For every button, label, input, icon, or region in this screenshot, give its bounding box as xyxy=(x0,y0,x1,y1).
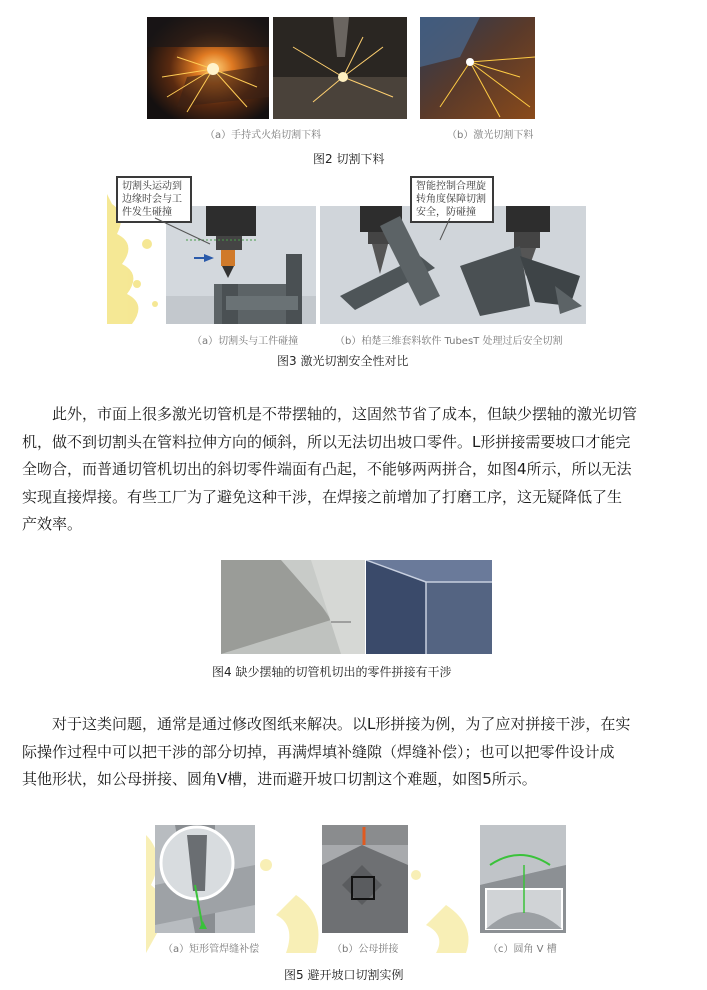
paragraph-2: 对于这类问题，通常是通过修改图纸来解决。以L形拼接为例，为了应对拼接干涉，在实 际操作过程中可以把干涉的部分切掉，再满焊填补缝隙（焊缝补偿）；也可以把零件设计成 其他形状，如公母拼接、圆角V槽，进而避开坡口切割这个难题，如图5所示。 xyxy=(22,715,631,789)
rounded-v-groove-photo xyxy=(480,825,566,933)
safety-note: 智能控制合理旋 转角度保障切割 安全，防碰撞 xyxy=(410,176,494,223)
collision-note: 切割头运动到 边缘时会与工 件发生碰撞 xyxy=(116,176,192,223)
flame-cutting-photo-1 xyxy=(147,17,269,119)
paragraph-1: 此外，市面上很多激光切管机是不带摆轴的，这固然节省了成本，但缺少摆轴的激光切管 机，做不到切割头在管料拉伸方向的倾斜，所以无法切出坡口零件。L形拼接需要坡口才能完 全吻合，而普通切管机切出的斜切零件端面有凸起，不能够两两拼合，如图4所示，所以无法 实现直接焊接。有些工厂为了避免这种干涉，在焊接之前增加了打磨工序，这无疑降低了生 产效率。 xyxy=(22,405,638,534)
figure-4 xyxy=(0,558,707,683)
figure-5-sub-c: （c）圆角 V 槽 xyxy=(488,944,557,955)
figure-3-caption: 图3 激光切割安全性对比 xyxy=(277,354,409,368)
figure-4-caption: 图4 缺少摆轴的切管机切出的零件拼接有干涉 xyxy=(212,665,452,679)
figure-5 xyxy=(0,820,707,990)
interference-photo xyxy=(221,560,365,654)
note-connectors xyxy=(110,210,590,250)
interference-cad-model xyxy=(366,560,492,654)
figure-5-sub-b: （b）公母拼接 xyxy=(332,944,399,955)
weld-compensation-photo xyxy=(155,825,255,933)
figure-3-sub-a: （a）切割头与工件碰撞 xyxy=(192,336,299,347)
figure-5-caption: 图5 避开坡口切割实例 xyxy=(284,968,404,982)
figure-3 xyxy=(0,170,707,370)
figure-3-sub-b: （b）柏楚三维套料软件 TubesT 处理过后安全切割 xyxy=(335,336,563,347)
figure-2-caption: 图2 切割下料 xyxy=(313,152,385,166)
male-female-joint-photo xyxy=(322,825,408,933)
laser-cutting-photo xyxy=(420,17,535,119)
figure-2 xyxy=(0,0,707,170)
figure-2-sub-b: （b）激光切割下料 xyxy=(447,130,534,141)
figure-5-sub-a: （a）矩形管焊缝补偿 xyxy=(163,944,260,955)
flame-cutting-photo-2 xyxy=(273,17,407,119)
figure-2-sub-a: （a）手持式火焰切割下料 xyxy=(205,130,322,141)
